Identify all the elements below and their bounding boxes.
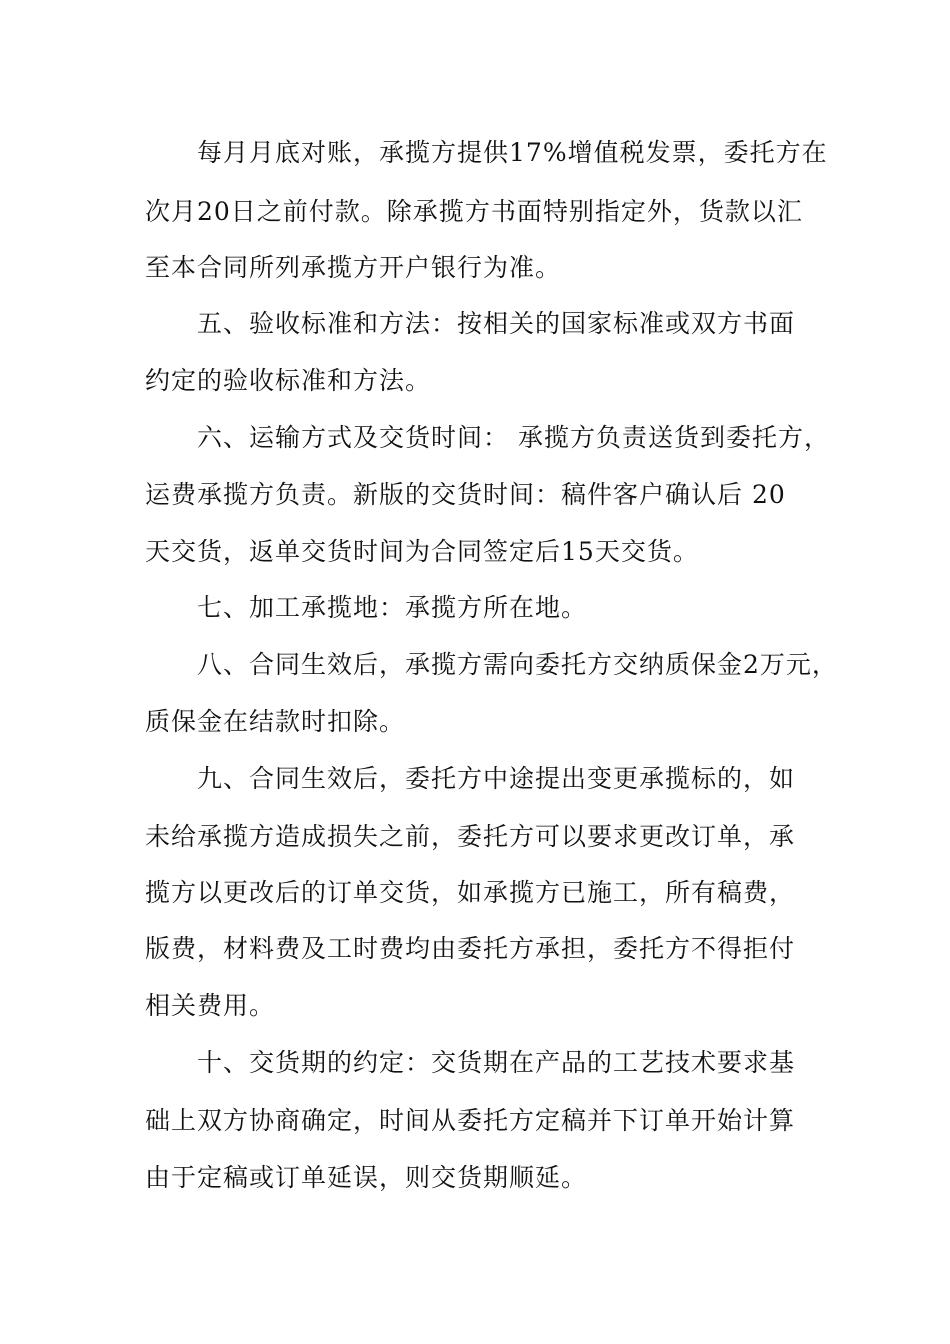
section-9-line-2: 未给承揽方造成损失之前，委托方可以要求更改订单，承 [145, 822, 796, 851]
section-5-line-2: 约定的验收标准和方法。 [145, 366, 432, 395]
section-9-line-1: 九、合同生效后，委托方中途提出变更承揽标的，如 [197, 764, 796, 793]
text-line-3: 至本合同所列承揽方开户银行为准。 [145, 253, 562, 282]
section-8-line-1: 八、合同生效后，承揽方需向委托方交纳质保金2万元， [197, 650, 838, 679]
section-9-line-3: 揽方以更改后的订单交货，如承揽方已施工，所有稿费， [145, 878, 796, 907]
section-5-line-1: 五、验收标准和方法：按相关的国家标准或双方书面 [197, 309, 796, 338]
section-6-line-2: 运费承揽方负责。新版的交货时间：稿件客户确认后 20 [145, 480, 786, 509]
section-7-line-1: 七、加工承揽地：承揽方所在地。 [197, 593, 588, 622]
section-6-line-1: 六、运输方式及交货时间： 承揽方负责送货到委托方， [197, 423, 830, 452]
section-10-line-2: 础上双方协商确定，时间从委托方定稿并下订单开始计算 [145, 1106, 796, 1135]
section-10-line-1: 十、交货期的约定：交货期在产品的工艺技术要求基 [197, 1048, 796, 1077]
text-line-1: 每月月底对账，承揽方提供17%增值税发票，委托方在 [197, 138, 828, 167]
section-6-line-3: 天交货，返单交货时间为合同签定后15天交货。 [145, 537, 699, 566]
text-line-2: 次月20日之前付款。除承揽方书面特别指定外，货款以汇 [145, 197, 803, 226]
section-9-line-5: 相关费用。 [145, 991, 276, 1020]
section-8-line-2: 质保金在结款时扣除。 [145, 707, 406, 736]
section-9-line-4: 版费，材料费及工时费均由委托方承担，委托方不得拒付 [145, 934, 796, 963]
section-10-line-3: 由于定稿或订单延误，则交货期顺延。 [145, 1163, 588, 1192]
